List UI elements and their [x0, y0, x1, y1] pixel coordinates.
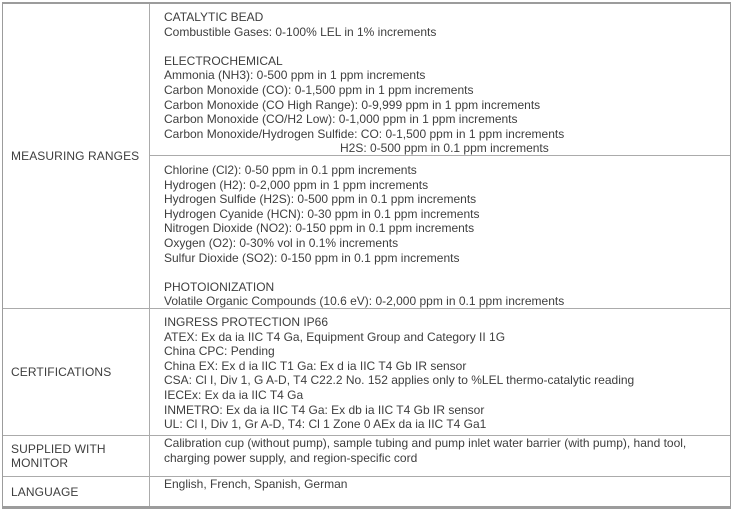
spec-line: Volatile Organic Compounds (10.6 eV): 0-2,000 ppm in 0.1 ppm increments	[164, 294, 565, 308]
spec-line	[164, 265, 726, 280]
spec-line: IECEx: Ex da ia IIC T4 Ga	[164, 387, 304, 402]
spec-line: English, French, Spanish, German	[164, 477, 348, 491]
spec-line: Carbon Monoxide/Hydrogen Sulfide: CO: 0-1,500 ppm in 1 ppm increments	[164, 126, 565, 141]
spec-line: INGRESS PROTECTION IP66	[164, 315, 329, 329]
spec-line: Carbon Monoxide (CO): 0-1,500 ppm in 1 ppm increments	[164, 82, 474, 97]
measuring-ranges-cell-top	[150, 4, 730, 155]
spec-line: CSA: Cl I, Div 1, G A-D, T4 C22.2 No. 152 applies only to %LEL thermo-catalytic reading	[164, 373, 635, 388]
spec-line: CATALYTIC BEAD	[164, 10, 264, 24]
spec-line: Calibration cup (without pump), sample tubing and pump inlet water barrier (with pump), hand tool,	[164, 436, 687, 450]
language-label: LANGUAGE	[3, 477, 150, 506]
spec-line: charging power supply, and region-specific cord	[164, 450, 418, 465]
spec-line: Ammonia (NH3): 0-500 ppm in 1 ppm increments	[164, 68, 426, 83]
supplied-with-monitor-label: SUPPLIED WITH MONITOR	[3, 436, 150, 476]
spec-line: Nitrogen Dioxide (NO2): 0-150 ppm in 0.1 ppm increments	[164, 221, 475, 236]
row-measuring-ranges	[3, 4, 730, 308]
language-cell	[150, 477, 730, 492]
spec-line: H2S: 0-500 ppm in 0.1 ppm increments	[340, 141, 549, 155]
spec-line	[164, 39, 726, 54]
supplied-with-monitor-values	[150, 436, 730, 476]
spec-line: ELECTROCHEMICAL	[164, 53, 283, 68]
spec-line: PHOTOIONIZATION	[164, 279, 275, 294]
spec-line: Sulfur Dioxide (SO2): 0-150 ppm in 0.1 ppm increments	[164, 250, 460, 265]
specification-table	[2, 2, 731, 509]
measuring-ranges-values	[150, 4, 730, 308]
spec-line: China CPC: Pending	[164, 344, 275, 359]
certifications-label: CERTIFICATIONS	[3, 309, 150, 435]
spec-line: UL: Cl I, Div 1, Gr A-D, T4: Cl 1 Zone 0 AEx da ia IIC T4 Ga1	[164, 417, 487, 432]
row-supplied-with-monitor	[3, 435, 730, 476]
spec-line: Chlorine (Cl2): 0-50 ppm in 0.1 ppm increments	[164, 163, 417, 177]
spec-line: Combustible Gases: 0-100% LEL in 1% increments	[164, 24, 437, 39]
spec-line: China EX: Ex d ia IIC T1 Ga: Ex d ia IIC T4 Gb IR sensor	[164, 358, 467, 373]
spec-line: Carbon Monoxide (CO High Range): 0-9,999 ppm in 1 ppm increments	[164, 97, 541, 112]
spec-line: INMETRO: Ex da ia IIC T4 Ga: Ex db ia IIC T4 Gb IR sensor	[164, 402, 485, 417]
row-language	[3, 476, 730, 506]
certifications-values	[150, 309, 730, 435]
certifications-cell	[150, 309, 730, 432]
spec-line: Hydrogen Cyanide (HCN): 0-30 ppm in 0.1 ppm increments	[164, 206, 480, 221]
measuring-ranges-cell-bottom	[150, 155, 730, 308]
supplied-with-monitor-cell	[150, 436, 730, 465]
spec-line: Carbon Monoxide (CO/H2 Low): 0-1,000 ppm in 1 ppm increments	[164, 112, 518, 127]
measuring-ranges-label: MEASURING RANGES	[3, 4, 150, 308]
language-values	[150, 477, 730, 506]
row-certifications	[3, 308, 730, 435]
spec-line: Hydrogen (H2): 0-2,000 ppm in 1 ppm increments	[164, 177, 429, 192]
spec-line: ATEX: Ex da ia IIC T4 Ga, Equipment Group and Category II 1G	[164, 329, 506, 344]
spec-line: Oxygen (O2): 0-30% vol in 0.1% increments	[164, 235, 399, 250]
spec-line: Hydrogen Sulfide (H2S): 0-500 ppm in 0.1 ppm increments	[164, 192, 477, 207]
